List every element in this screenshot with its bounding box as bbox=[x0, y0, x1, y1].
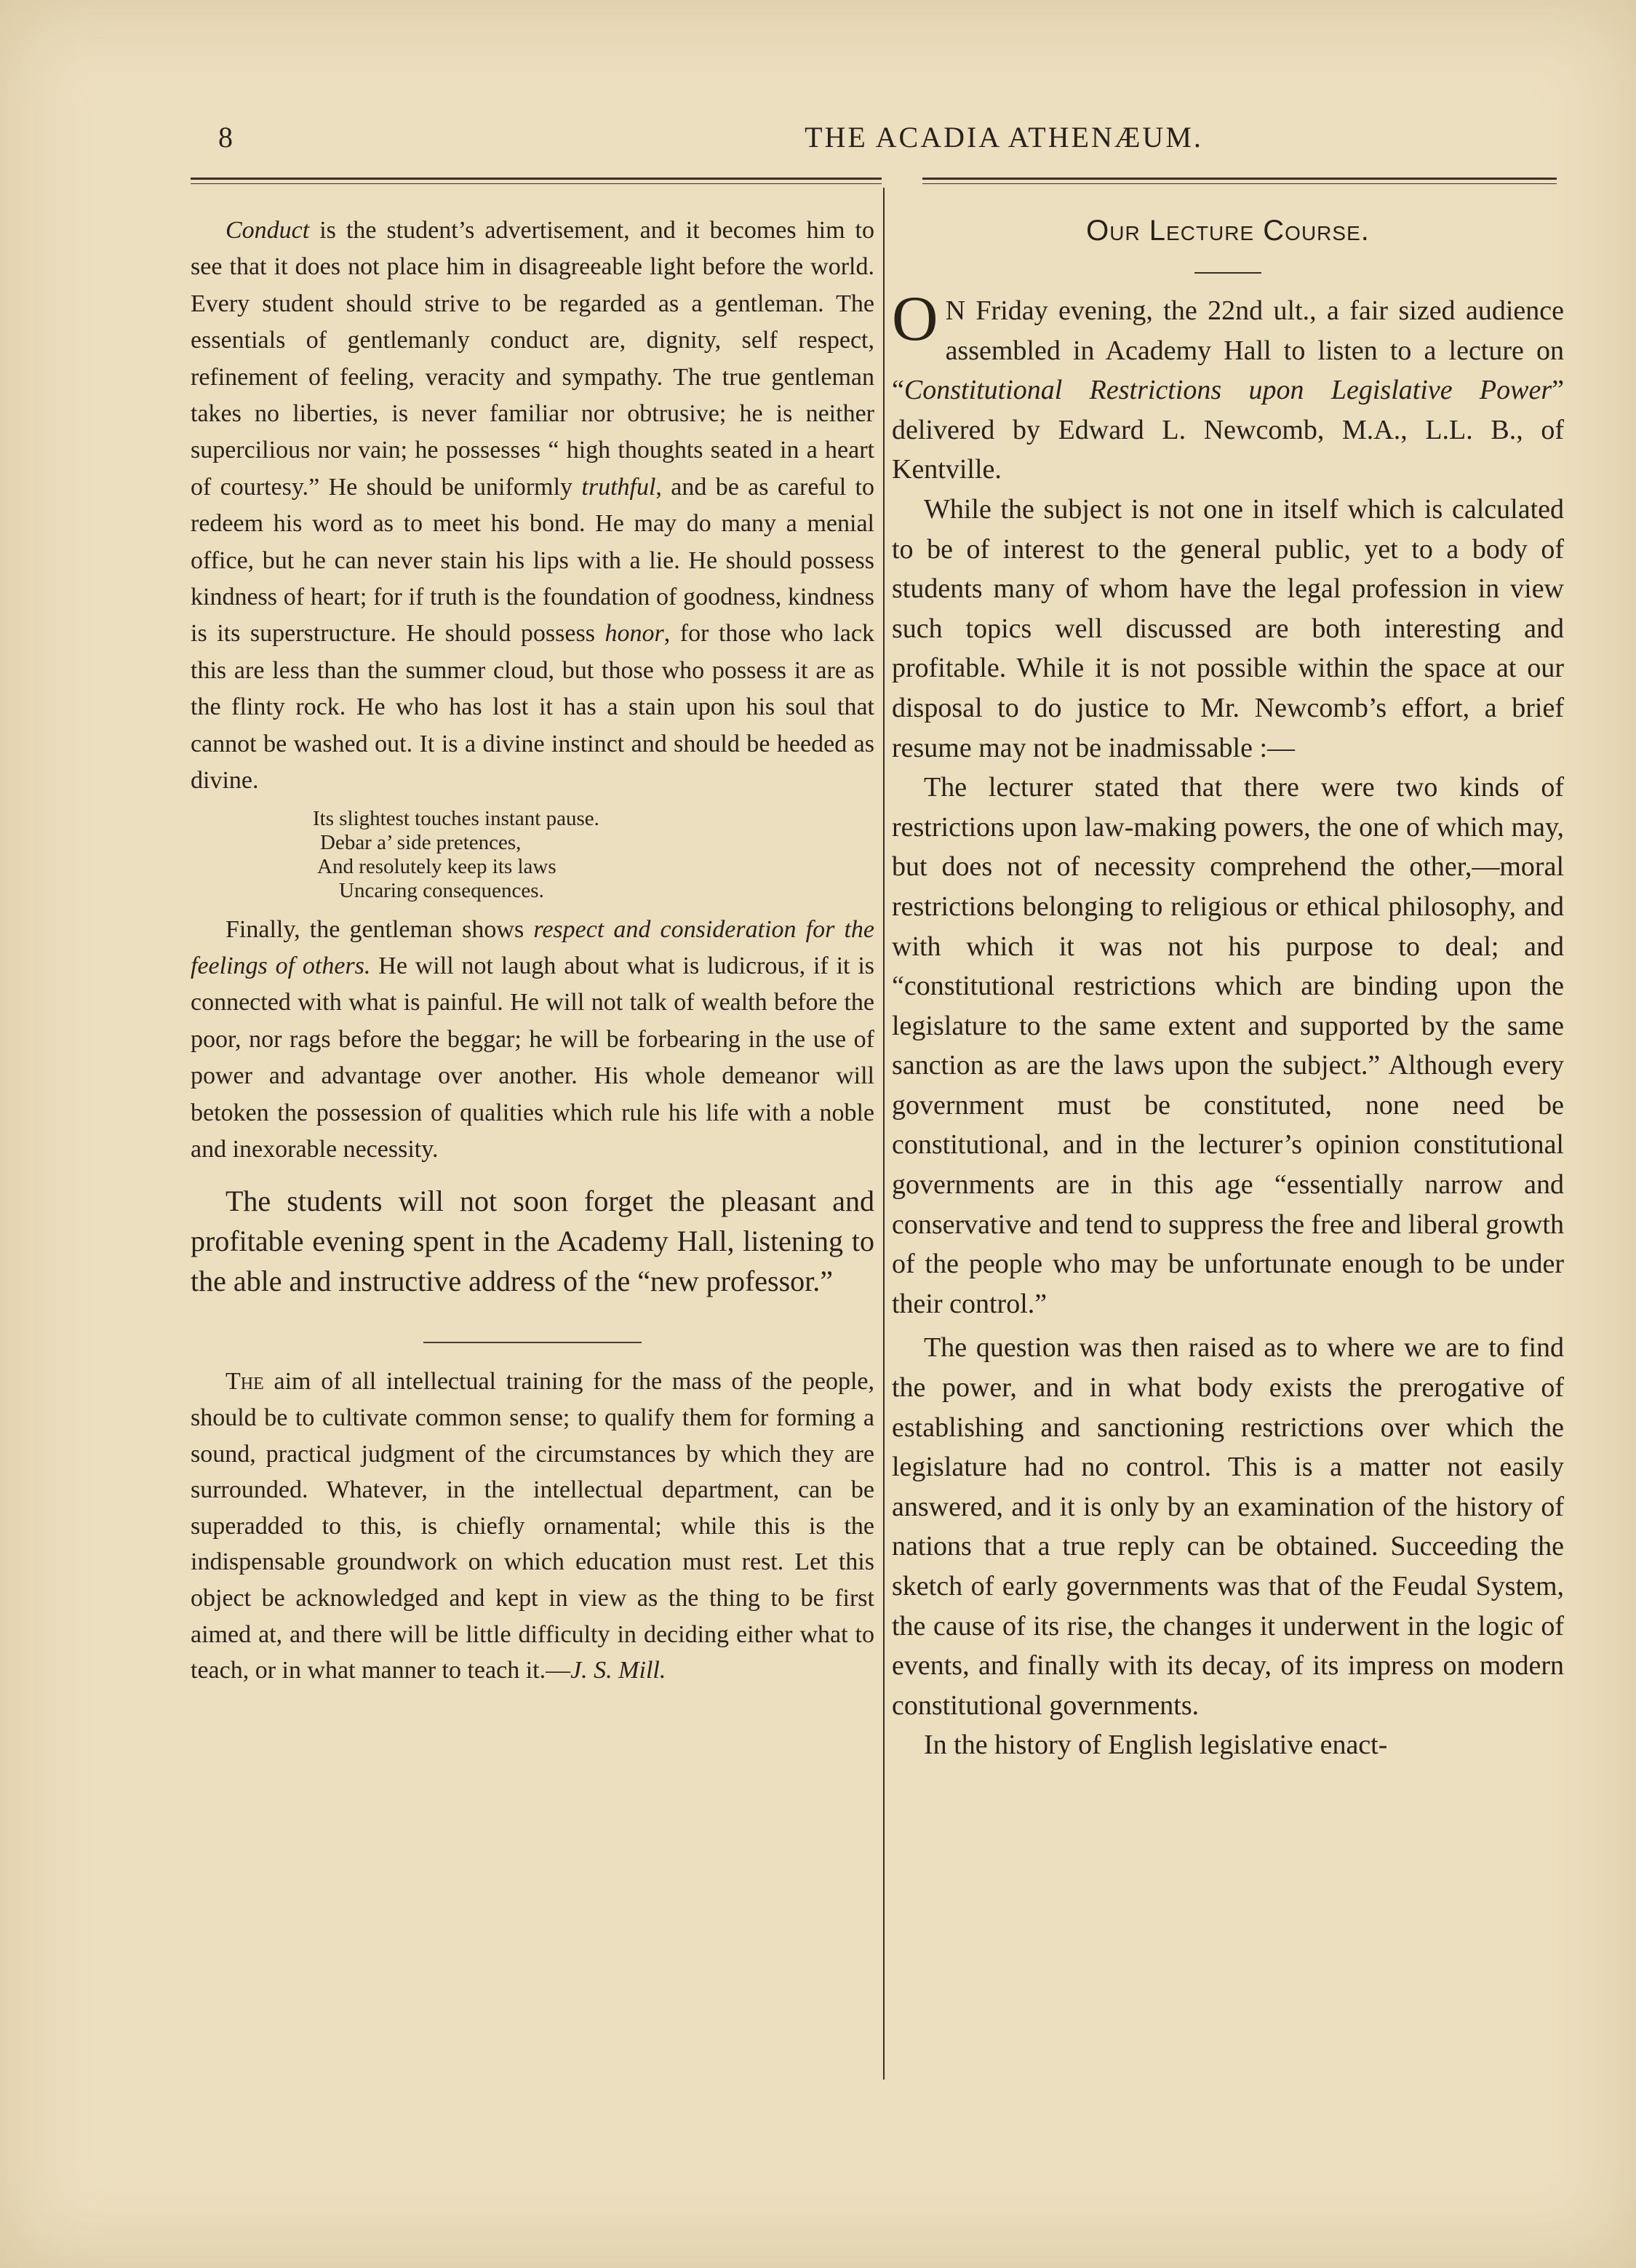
text-run: , for those who lack this are less than the summer cloud, but those who possess it are as the flinty rock. He who has lost it has a stain upon his soul that cannot be washed out. It is a divine instinct and should be heeded as divine. bbox=[191, 620, 874, 795]
italic-phrase: truthful bbox=[581, 473, 656, 501]
verse-line: Debar a’ side pretences, bbox=[320, 830, 522, 854]
header-rule-right-thick bbox=[922, 178, 1557, 180]
note-author: J. S. Mill. bbox=[570, 1657, 666, 1684]
page-header bbox=[218, 120, 1564, 164]
verse-line: And resolutely keep its laws bbox=[317, 854, 556, 878]
page-number: 8 bbox=[218, 121, 233, 154]
gentleman-paragraph bbox=[191, 912, 874, 1169]
lecture-paragraph: The question was then raised as to where we are to find the power, and in what body exists the prerogative of establishing and sanctioning restrictions over which the legislature had no control. This is a matter not easily answered, and it is only by an examination of the history of nations that a true reply can be obtained. Succeeding the sketch of early governments was that of the Feudal System, the cause of its rise, the changes it underwent in the logic of events, and finally with its decay, of its impress on modern constitutional governments. bbox=[892, 1332, 1564, 1721]
text-run: is the student’s advertisement, and it becomes him to see that it does not place him in disagreeable light before the world. Every student should strive to be regarded as a gentleman. The essentials of gentlemanly conduct are, dignity, self respect, refinement of feeling, veracity and sympathy. The true gentleman takes no liberties, is never familiar nor obtrusive; he is neither supercilious nor vain; he possesses “ high thoughts seated in a heart of courtesy.” He should be uniformly bbox=[191, 217, 874, 501]
conduct-paragraph bbox=[191, 212, 874, 800]
article-title: Our Lecture Course. bbox=[1086, 215, 1370, 247]
italic-phrase: honor bbox=[604, 620, 664, 648]
lecture-paragraph: The lecturer stated that there were two kinds of restrictions upon law-making powers, the one of which may, but does not of necessity comprehend the other,—moral restrictions belonging to religious or ethical philosophy, and with which it was not his purpose to deal; and “constitutional restrictions which are binding upon the legislature to the same extent and supported by the same sanction as are the laws upon the subject.” Although every government must be constituted, none need be constitutional, and in the lecturer’s opinion constitutional governments are in this age “essentially narrow and conservative and tend to suppress the free and liberal growth of the people who may be unfortunate enough to be under their control.” bbox=[892, 772, 1564, 1319]
text-run: He will not laugh about what is ludicrous, if it is connected with what is painful. He will not talk of wealth before the poor, nor rags before the beggar; he will be forbearing in the use of power and advantage over another. His whole demeanor will betoken the possession of qualities which rule his life with a noble and inexorable necessity. bbox=[191, 952, 874, 1163]
text-run: Finally, the gentleman shows bbox=[226, 915, 534, 943]
right-column bbox=[892, 211, 1564, 1765]
section-separator bbox=[423, 1342, 642, 1343]
students-paragraph: The students will not soon forget the pleasant and profitable evening spent in the Academy Hall, listening to the able and instructive address of the “new professor.” bbox=[191, 1185, 874, 1298]
header-rule-left-thin bbox=[191, 183, 882, 184]
text-run: N Friday evening, the 22nd ult., a fair sized audience assembled in Academy Hall to listen to a lecture on “ bbox=[892, 295, 1564, 406]
lecture-paragraph: While the subject is not one in itself which is calculated to be of interest to the general public, yet to a body of students many of whom have the legal profession in view such topics well discussed are both interesting and profitable. While it is not possible within the space at our disposal to do justice to Mr. Newcomb’s effort, a brief resume may not be inadmissable :— bbox=[892, 493, 1564, 763]
drop-cap: O bbox=[892, 284, 938, 354]
left-column bbox=[191, 212, 874, 1689]
verse-line: Uncaring consequences. bbox=[339, 878, 544, 902]
text-run: , and be as careful to redeem his word as to meet his bond. He may do many a menial office, but he can never stain his lips with a lie. He should possess kindness of heart; for if truth is the foundation of goodness, kindness is its superstructure. He should possess bbox=[191, 473, 874, 648]
verse-quote bbox=[191, 807, 874, 903]
mill-quote-paragraph bbox=[191, 1364, 874, 1688]
title-rule bbox=[1194, 272, 1261, 274]
note-lead-word: The bbox=[226, 1368, 264, 1396]
italic-phrase: respect and consideration for the feelings of others. bbox=[191, 915, 875, 979]
header-rule-right-thin bbox=[922, 183, 1557, 184]
note-body: aim of all intellectual training for the mass of the people, should be to cultivate common sense; to qualify them for forming a sound, practical judgment of the circumstances by which they are surrounded. Whatever, in the intellectual department, can be superadded to this, is chiefly ornamental; while this is the indispensable groundwork on which education must rest. Let this object be acknowledged and kept in view as the thing to be first aimed at, and there will be little difficulty in deciding either what to teach, or in what manner to teach it.— bbox=[191, 1368, 874, 1684]
italic-phrase: Constitutional Restrictions upon Legislative Power bbox=[903, 375, 1552, 406]
lecture-paragraph: In the history of English legislative enact- bbox=[924, 1730, 1388, 1761]
italic-phrase: Conduct bbox=[226, 217, 310, 244]
text-run: ” delivered by Edward L. Newcomb, M.A., L.L. B., of Kentville. bbox=[892, 375, 1564, 485]
running-title: THE ACADIA ATHENÆUM. bbox=[805, 121, 1203, 154]
header-rule-left-thick bbox=[191, 178, 882, 180]
lecture-intro-paragraph bbox=[892, 284, 1564, 490]
column-divider bbox=[883, 188, 885, 2080]
verse-line: Its slightest touches instant pause. bbox=[313, 806, 599, 830]
